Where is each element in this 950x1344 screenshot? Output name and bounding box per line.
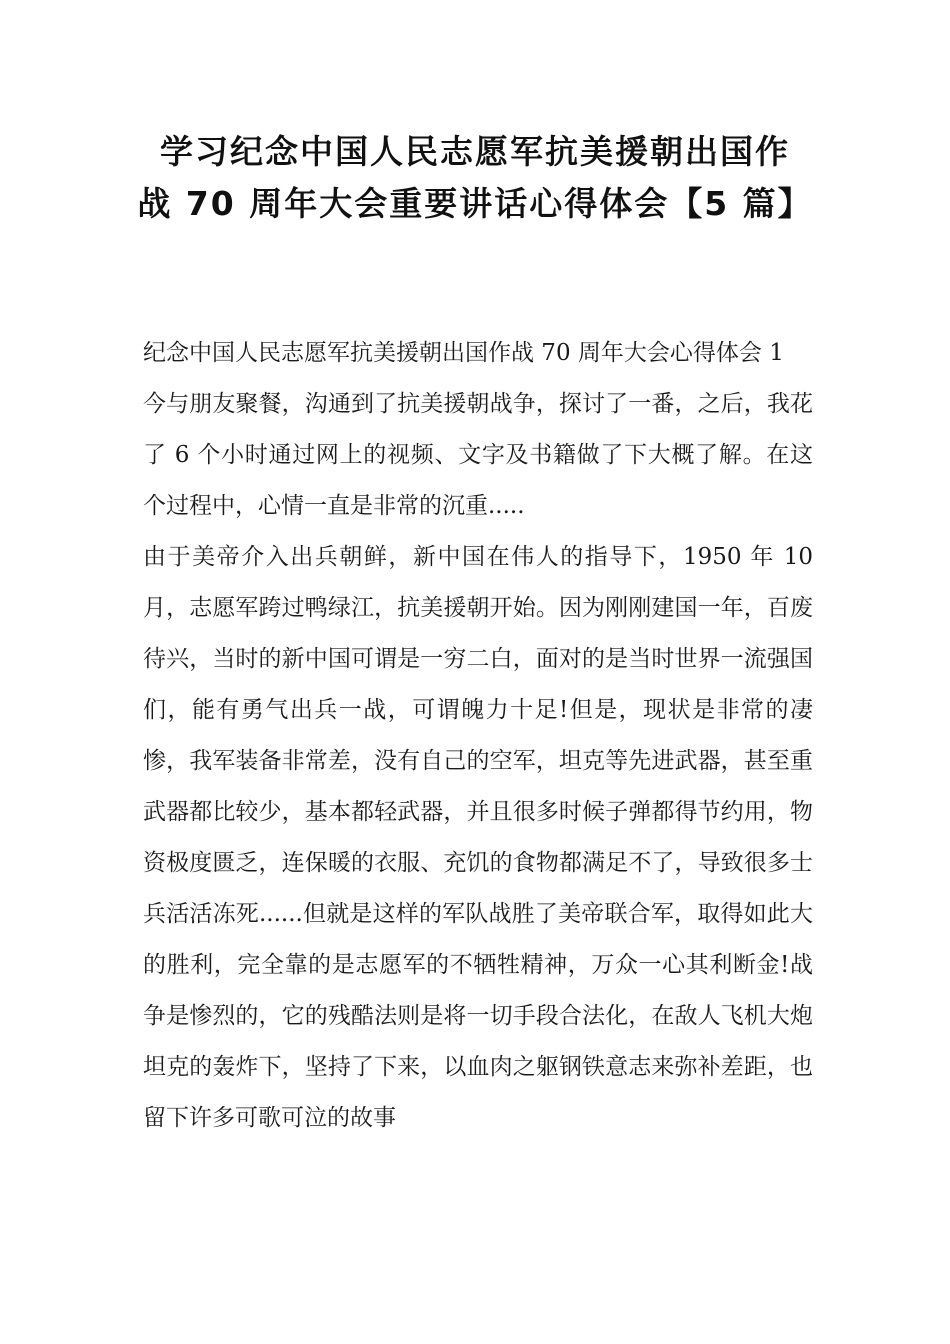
section-heading: 纪念中国人民志愿军抗美援朝出国作战 70 周年大会心得体会 1 [143, 340, 784, 366]
body-paragraph-2: 由于美帝介入出兵朝鲜，新中国在伟人的指导下，1950 年 10 月，志愿军跨过鸭绿江，抗美援朝开始。因为刚刚建国一年，百废待兴，当时的新中国可谓是一穷二白，面对的是当时世界一流强国们，能有勇气出兵一战，可谓魄力十足!但是，现状是非常的凄惨，我军装备非常差，没有自己的空军，坦克等先进武器，甚至重武器都比较少，基本都轻武器，并且很多时候子弹都得节约用，物资极度匮乏，连保暖的衣服、充饥的食物都满足不了，导致很多士兵活活冻死......但就是这样的军队战胜了美帝联合军，取得如此大的胜利，完全靠的是志愿军的不牺牲精神，万众一心其利断金!战争是惨烈的，它的残酷法则是将一切手段合法化，在敌人飞机大炮坦克的轰炸下，坚持了下来，以血肉之躯钢铁意志来弥补差距，也留下许多可歌可泣的故事 [143, 544, 813, 1131]
body-paragraph-1: 今与朋友聚餐，沟通到了抗美援朝战争，探讨了一番，之后，我花了 6 个小时通过网上的视频、文字及书籍做了下大概了解。在这个过程中，心情一直是非常的沉重..... [143, 391, 813, 519]
document-title-line-2: 战 70 周年大会重要讲话心得体会【5 篇】 [137, 184, 813, 223]
document-body [143, 328, 813, 1144]
document-title-line-1: 学习纪念中国人民志愿军抗美援朝出国作 [160, 132, 790, 171]
document-title [120, 126, 830, 230]
